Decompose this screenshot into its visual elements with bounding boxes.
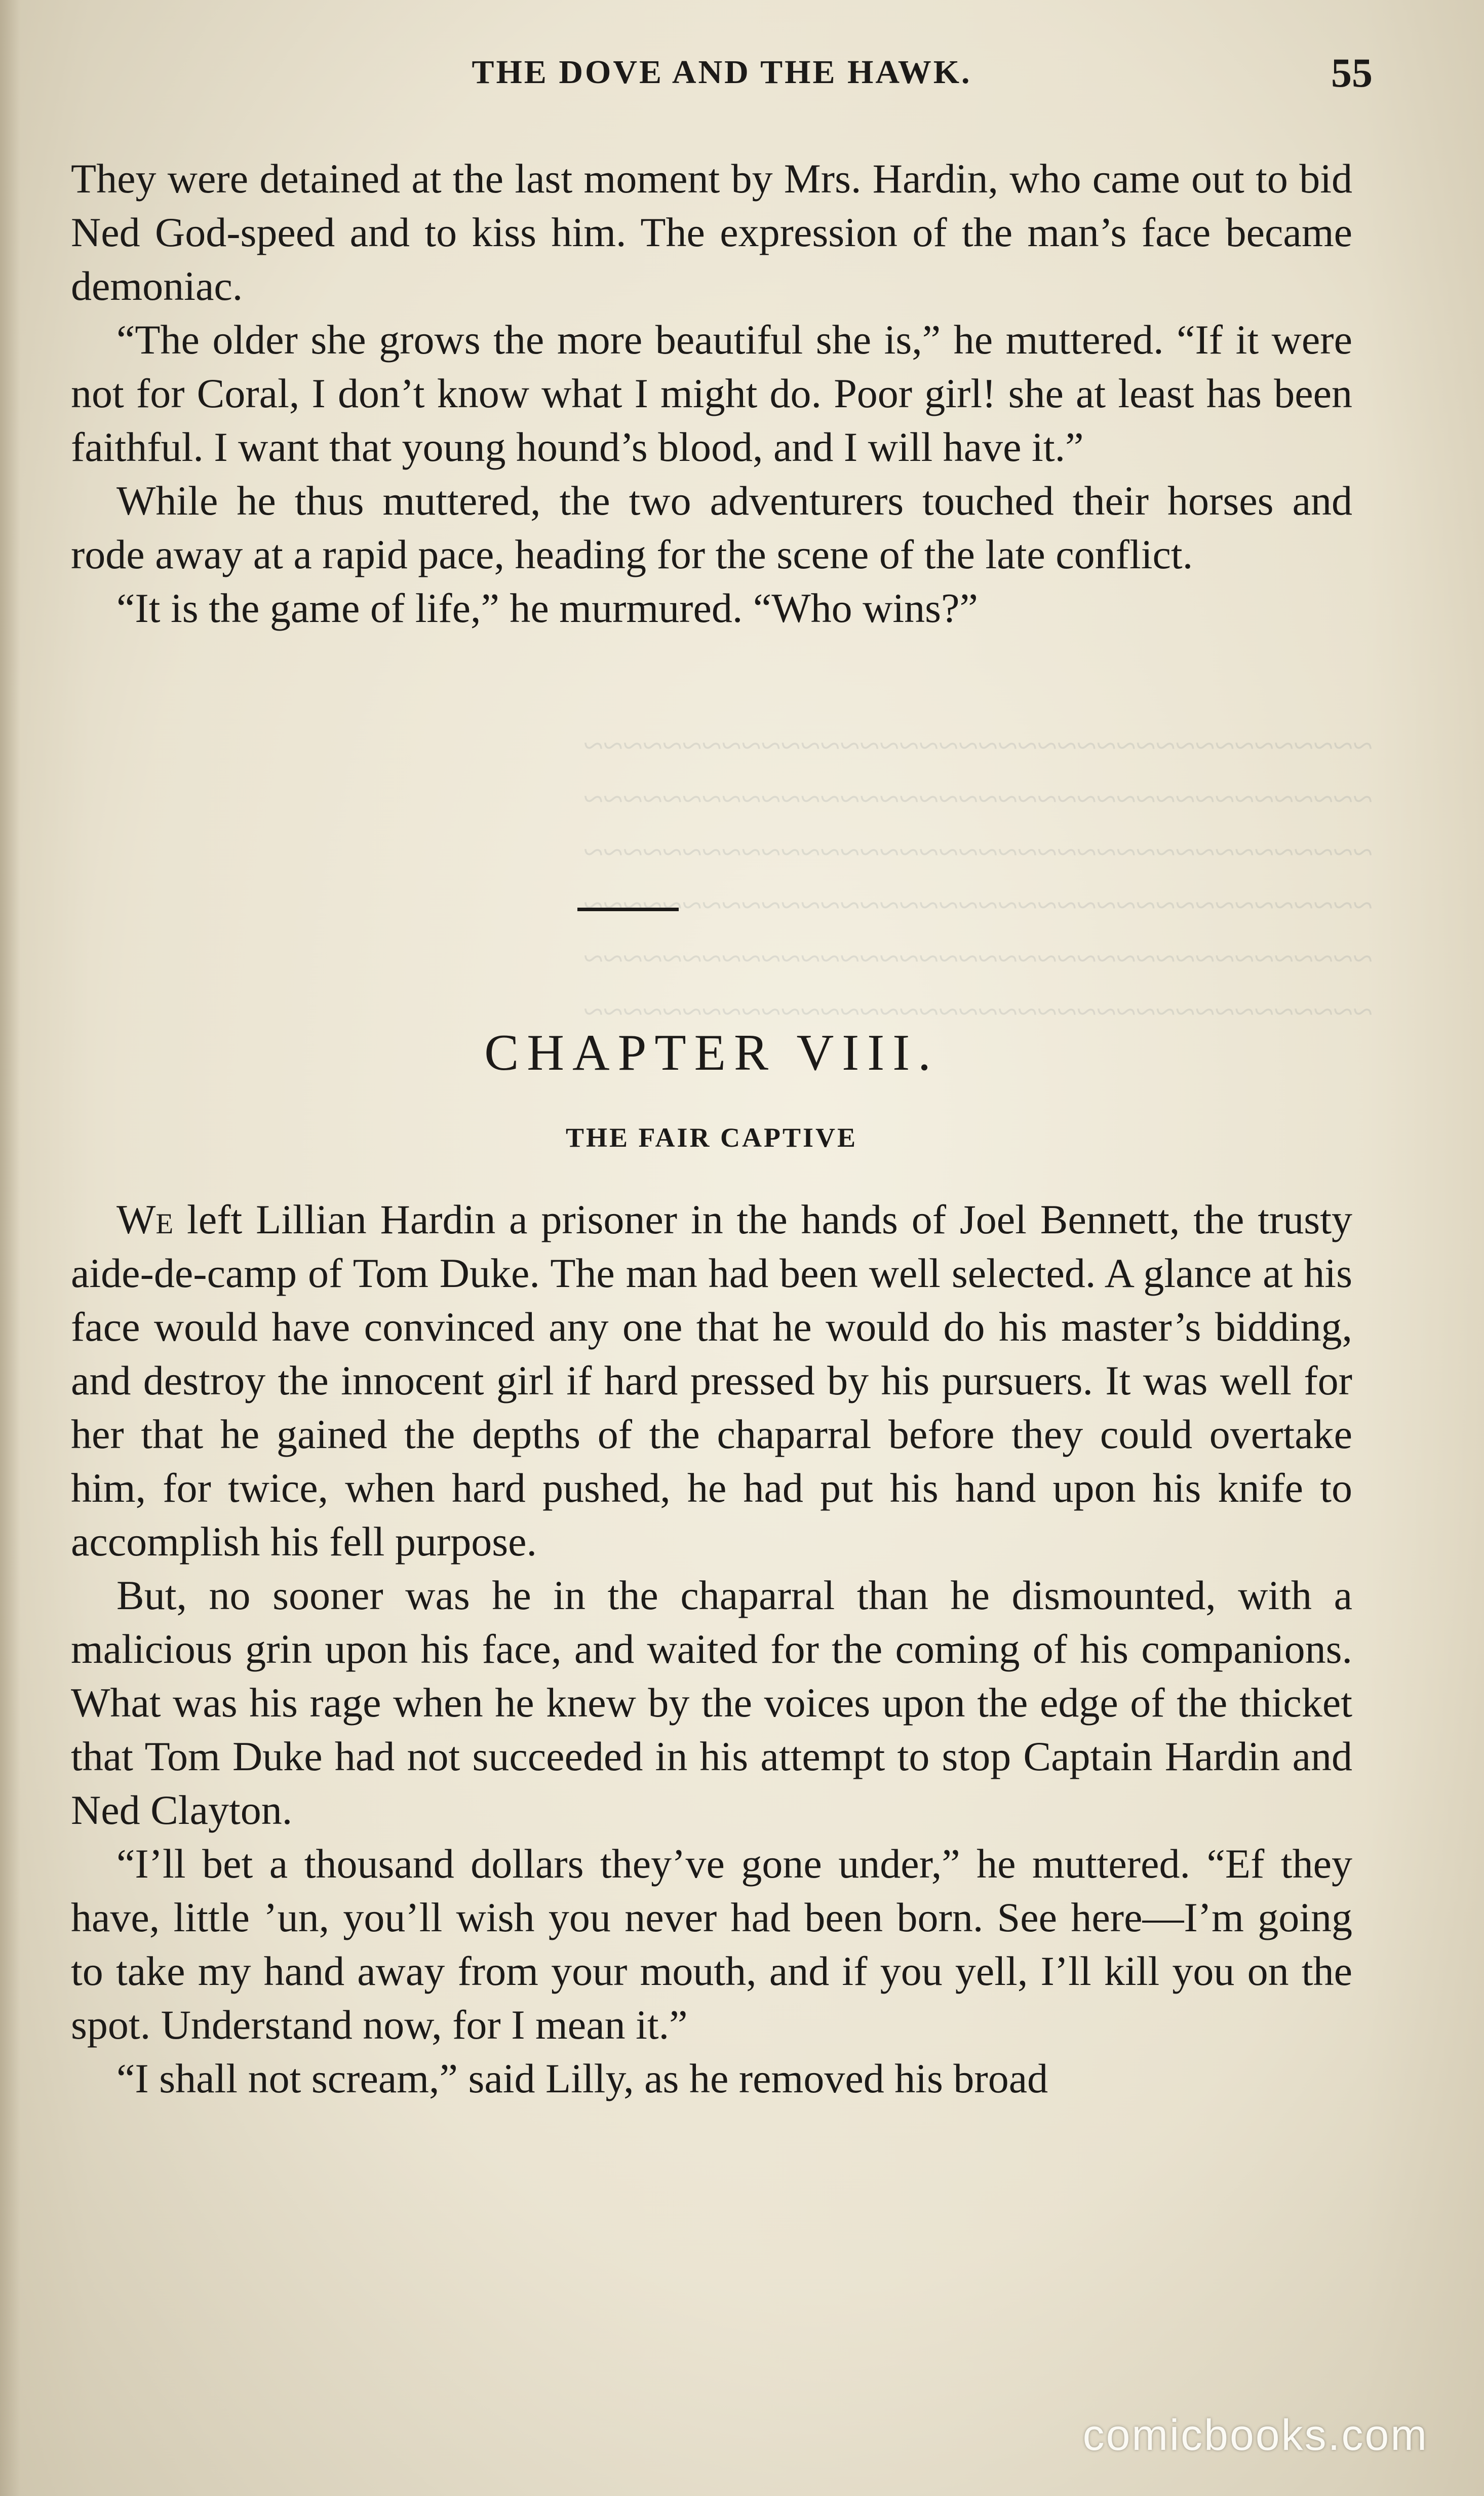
- paragraph: “It is the game of life,” he murmured. “Who wins?”: [116, 585, 978, 631]
- text-block-before-chapter: [71, 152, 1352, 635]
- paragraph: “I’ll bet a thousand dollars they’ve gone under,” he muttered. “Ef they have, little ’un, you’ll wish you never had been born. See here—I’m going to take my hand away from your mouth, and if you yell, I’ll kill you on the spot. Understand now, for I mean it.”: [71, 1841, 1352, 2048]
- page-number: 55: [1331, 50, 1373, 96]
- paragraph: They were detained at the last moment by Mrs. Hardin, who came out to bid Ned God-speed and to kiss him. The expression of the man’s face became demoniac.: [71, 155, 1352, 309]
- chapter-title: CHAPTER VIII.: [484, 1024, 939, 1081]
- paragraph: “I shall not scream,” said Lilly, as he removed his broad: [116, 2055, 1048, 2101]
- drop-word: We: [116, 1196, 174, 1242]
- section-divider: [577, 908, 679, 911]
- paragraph-text: left Lillian Hardin a prisoner in the hands of Joel Bennett, the trusty aide-de-camp of Tom Duke. The man had been well selected. A glance at his face would have convinced any one that he would do his master’s bidding, and destroy the innocent girl if hard pressed by his pursuers. It was well for her that he gained the depths of the chaparral before they could overtake him, for twice, when hard pushed, he had put his hand upon his knife to accomplish his fell purpose.: [71, 1196, 1352, 1565]
- paragraph: But, no sooner was he in the chaparral than he dismounted, with a malicious grin upon his face, and waited for the coming of his companions. What was his rage when he knew by the voices upon the edge of the thicket that Tom Duke had not succeeded in his attempt to stop Captain Hardin and Ned Clayton.: [71, 1572, 1352, 1833]
- running-title: THE DOVE AND THE HAWK.: [472, 54, 972, 91]
- paragraph: While he thus muttered, the two adventurers touched their horses and rode away at a rapid pace, heading for the scene of the late conflict.: [71, 478, 1352, 577]
- running-head: [71, 50, 1373, 104]
- watermark: comicbooks.com: [1082, 2411, 1428, 2460]
- paragraph: “The older she grows the more beautiful she is,” he muttered. “If it were not for Coral, I don’t know what I might do. Poor girl! she at least has been faithful. I want that young hound’s blood, and I will have it.”: [71, 317, 1352, 470]
- show-through-texture: ~~~~~~~~~~~~~~~~~~~~~~~~~~~~~~~~~~~~~~~~ ~~~~~~~~~~~~~~~~~~~~~~~~~~~~~~~~~~~~~~~~ ~~~~~~~~~~~~~~~~~~~~~~~~~~~~~~~~~~~~~~~~ ~~~~~~~~~~~~~~~~~~~~~~~~~~~~~~~~~~~~~~~~ ~~~~~~~~~~~~~~~~~~~~~~~~~~~~~~~~~~~~~~~~ ~~~~~~~~~~~~~~~~~~~~~~~~~~~~~~~~~~~~~~~~: [583, 725, 1373, 1032]
- page-edge-shadow: [0, 0, 20, 2496]
- text-block-chapter-body: [71, 1193, 1352, 2105]
- chapter-subtitle: THE FAIR CAPTIVE: [565, 1122, 858, 1153]
- paragraph: [71, 1193, 1352, 1569]
